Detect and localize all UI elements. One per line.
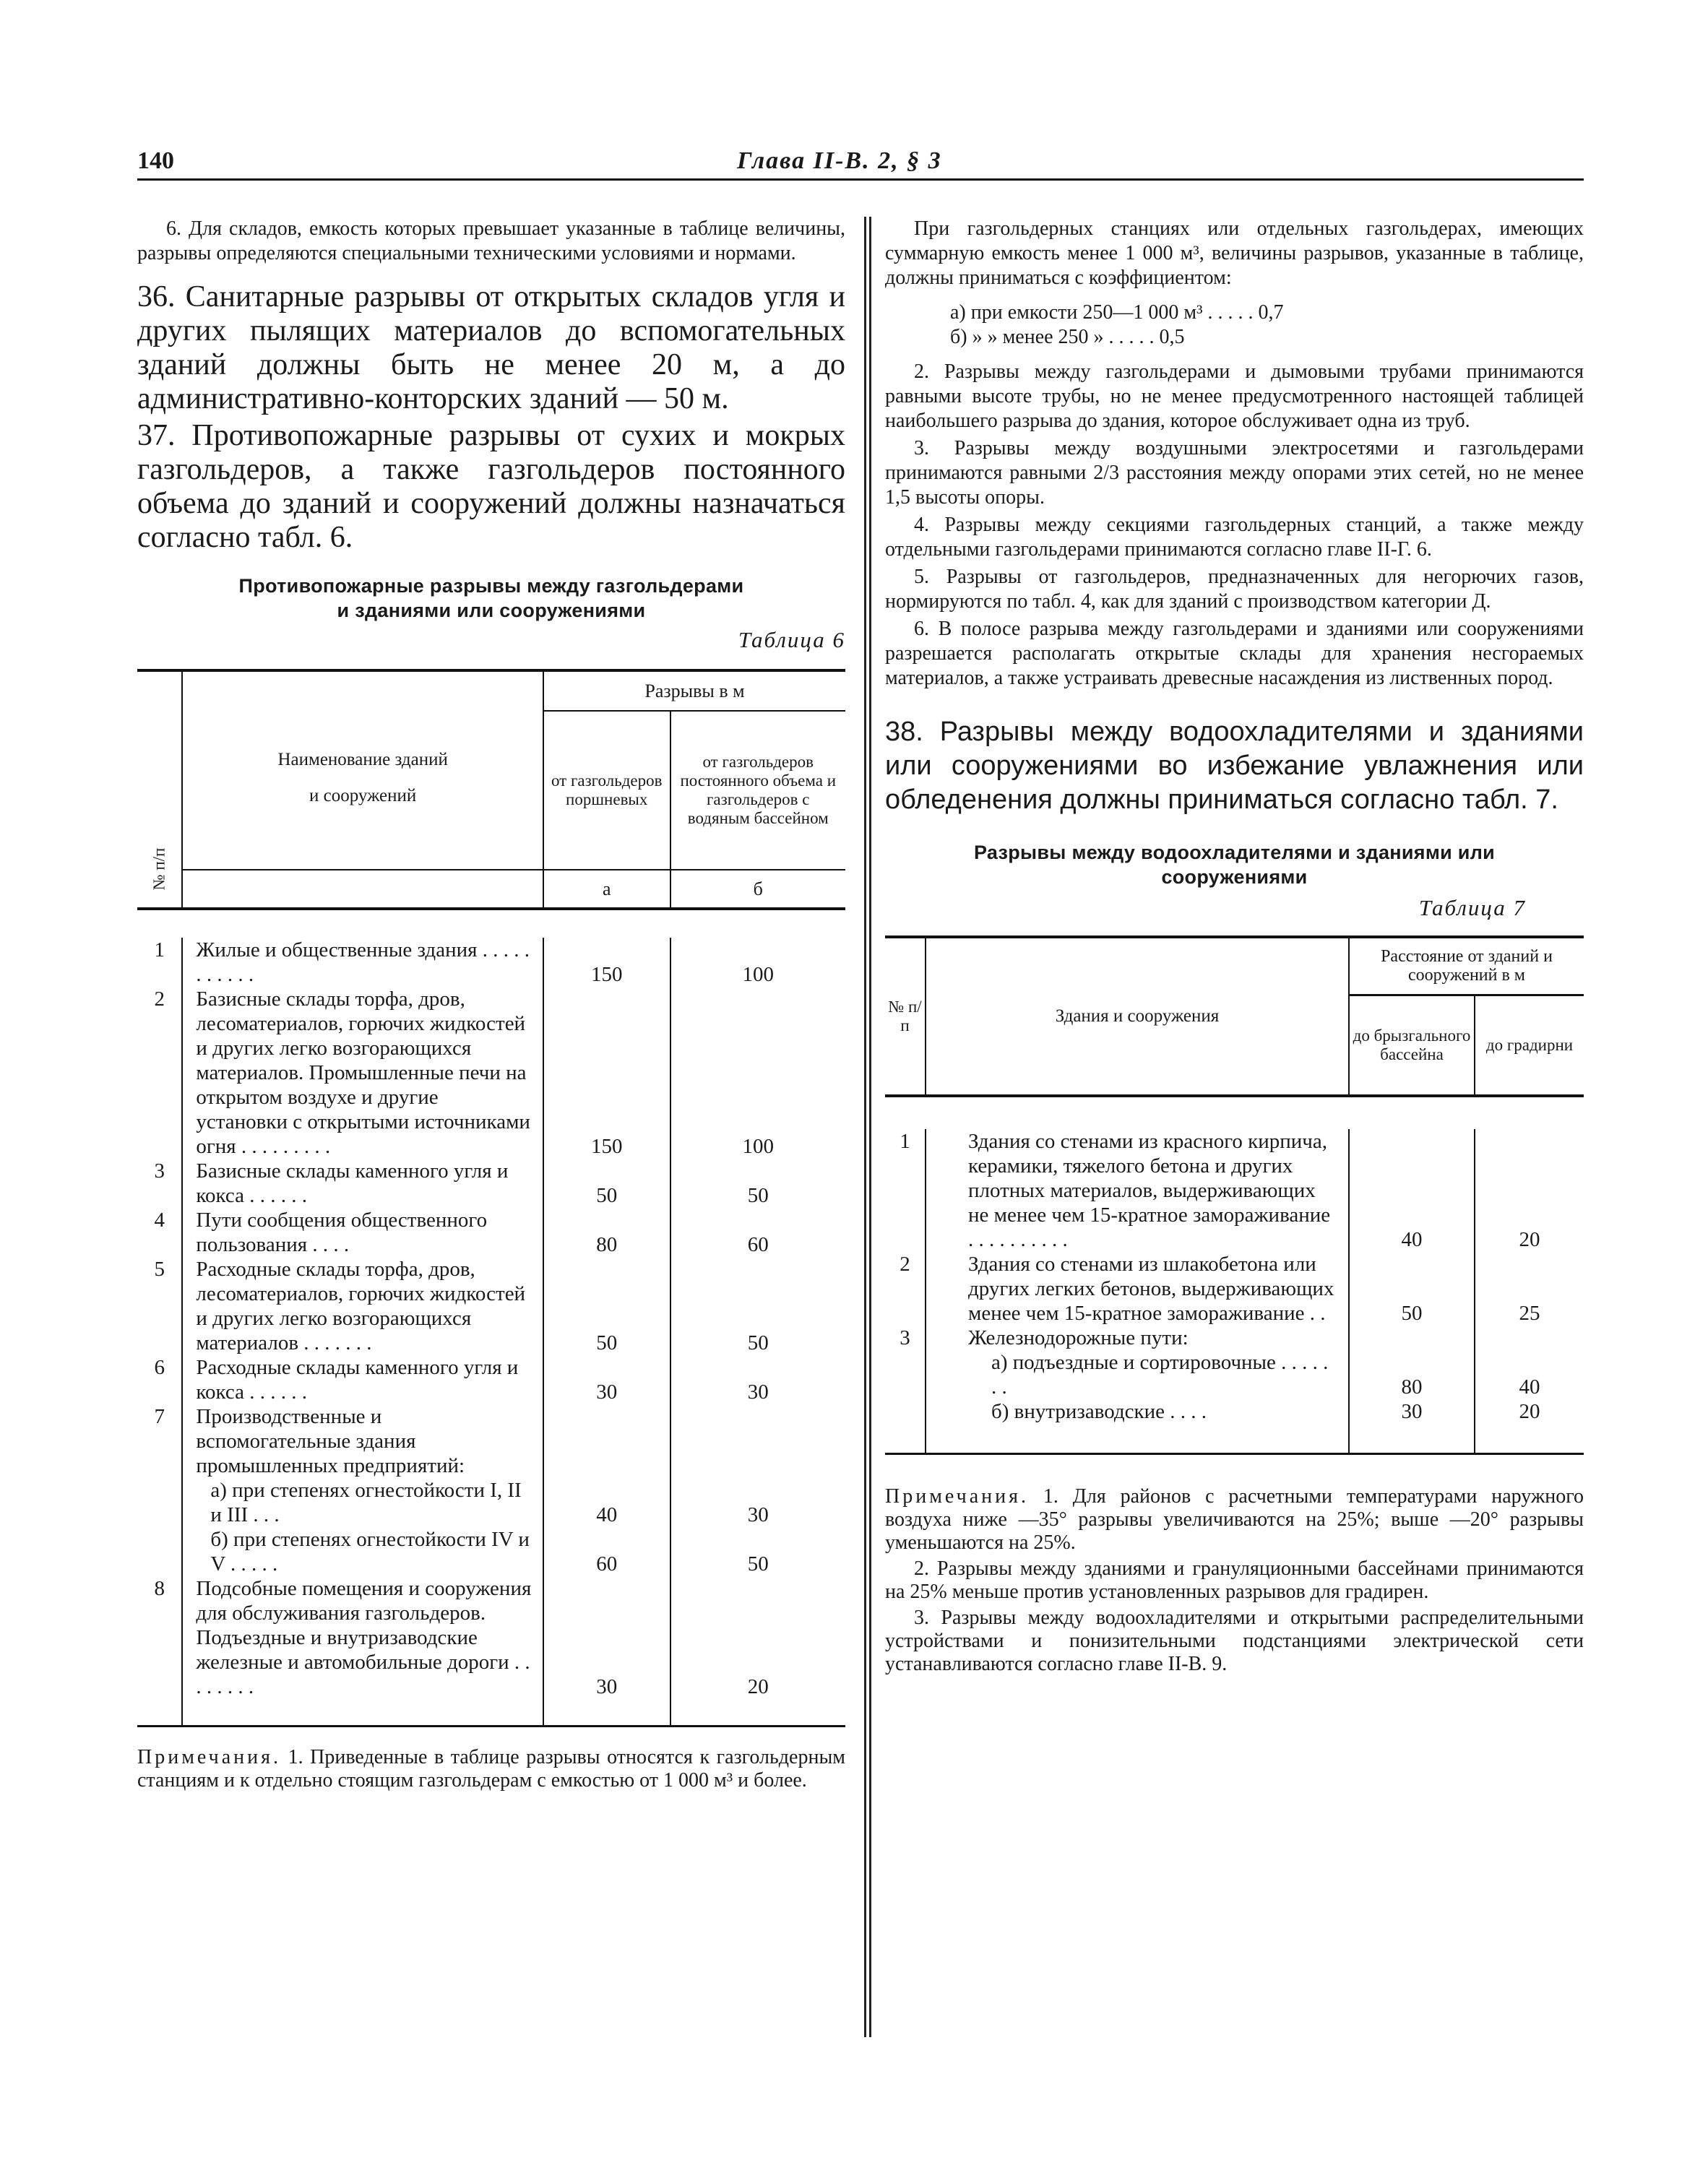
header-rule	[137, 178, 1584, 181]
t6-note-6: 6. В полосе разрыва между газгольдерами и зданиями или сооружениями разрешается располагать открытые склады для хранения несгораемых материалов, а также устраивать древесные насаждения из лиственных пород.	[885, 618, 1584, 689]
t6-note-4: 4. Разрывы между секциями газгольдерных станций, а также между отдельными газгольдерами принимаются согласно главе II-Г. 6.	[885, 514, 1584, 561]
table6-caption	[137, 574, 845, 623]
t6-header-num: № п/п	[137, 670, 182, 909]
t6-header-b: от газгольдеров постоянного объема и газгольдеров с водяным бассейном	[680, 753, 837, 827]
t6-note-2: 2. Разрывы между газгольдерами и дымовыми трубами принимаются равными высоте трубы, но не менее предусмотренного настоящей таблицей наибольшего разрыва до здания, которое обслуживает одна из труб.	[885, 360, 1584, 432]
t6-header-a: от газгольдеров поршневых	[543, 711, 670, 870]
t6-row: 3 Базисные склады каменного угля и кокса . . . . . . 50 50	[137, 1159, 845, 1208]
table7-note-2: 2. Разрывы между зданиями и грануляционными бассейнами принимаются на 25% меньше против установленных разрывов для градирен.	[885, 1557, 1584, 1603]
paragraph-37: 37. Противопожарные разрывы от сухих и мокрых газгольдеров, а также газгольдеров постоянного объема до зданий и сооружений должны назначаться согласно табл. 6.	[137, 419, 845, 554]
table7-caption	[885, 840, 1584, 889]
column-divider	[864, 217, 871, 2037]
table7-note-3: 3. Разрывы между водоохладителями и открытыми распределительными устройствами и понизительными подстанциями электрической сети устанавливаются согласно главе II-В. 9.	[885, 1607, 1584, 1675]
t6-note-1-cont: При газгольдерных станциях или отдельных газгольдерах, имеющих суммарную емкость менее 1 000 м³, величины разрывов, указанные в таблице, должны приниматься с коэффициентом:	[885, 217, 1584, 289]
running-head: Глава II-В. 2, § 3	[737, 147, 942, 174]
t6-row: 5 Расходные склады торфа, дров, лесоматериалов, горючих жидкостей и других легко возгорающихся материалов . . . . . . . 50 50	[137, 1257, 845, 1355]
paragraph-6: 6. Для складов, емкость которых превышает указанные в таблице величины, разрывы определяются специальными техническими условиями и нормами.	[137, 217, 845, 264]
t6-row: 1 Жилые и общественные здания . . . . . . . . . . . 150 100	[137, 938, 845, 987]
table6-caption-line-2: и зданиями или сооружениями	[337, 600, 646, 621]
t6-header-group: Разрывы в м	[543, 670, 845, 711]
paragraph-38: 38. Разрывы между водоохладителями и зданиями или сооружениями во избежание увлажнения или обледенения должны приниматься согласно табл. 7.	[885, 717, 1584, 815]
t6-note-3: 3. Разрывы между воздушными электросетями и газгольдерами принимаются равными 2/3 расстояния между опорами этих сетей, но не менее 1,5 высоты опоры.	[885, 437, 1584, 509]
coefficient-b: б) » » менее 250 » . . . . . 0,5	[950, 326, 1185, 348]
table7-label: Таблица 7	[1418, 895, 1526, 920]
t6-header-name: Наименование зданий и сооружений	[182, 670, 543, 870]
t6-row: а) при степенях огнестойкости I, II и III . . . 40 30	[137, 1478, 845, 1527]
right-column	[885, 217, 1584, 1676]
t7-header-name: Здания и сооружения	[926, 937, 1349, 1096]
page-header	[137, 147, 1582, 176]
t6-row: 6 Расходные склады каменного угля и кокса . . . . . . 30 30	[137, 1355, 845, 1404]
t7-row: 1 Здания со стенами из красного кирпича, керамики, тяжелого бетона и других плотных материалов, выдерживающих не менее чем 15-кратное замораживание . . . . . . . . . . 40 20	[885, 1129, 1584, 1252]
table6-note-1: Примечания. 1. Приведенные в таблице разрывы относятся к газгольдерным станциям и к отдельно стоящим газгольдерам с емкостью от 1 000 м³ и более.	[137, 1746, 845, 1792]
table7-notes-heading: Примечания.	[885, 1485, 1030, 1508]
t6-row: 2 Базисные склады торфа, дров, лесоматериалов, горючих жидкостей и других легко возгорающихся материалов. Промышленные печи на открытом воздухе и другие установки с открытыми источниками огня . . . . . . . . . 150 100	[137, 987, 845, 1159]
coefficient-a: а) при емкости 250—1 000 м³ . . . . . 0,7	[950, 301, 1284, 324]
t7-header-num: № п/п	[885, 937, 926, 1096]
table7-caption-line-2: сооружениями	[1161, 866, 1308, 888]
t6-row: б) при степенях огнестойкости IV и V . . . . . 60 50	[137, 1527, 845, 1576]
t7-header-a: до брызгального бассейна	[1349, 995, 1475, 1096]
t7-header-group: Расстояние от зданий и сооружений в м	[1349, 937, 1584, 995]
table7-note-1: Примечания. 1. Для районов с расчетными температурами наружного воздуха ниже —35° разрывы увеличиваются на 25%; выше —20° разрывы уменьшаются на 25%.	[885, 1485, 1584, 1554]
table-7	[885, 935, 1584, 1455]
table6-label: Таблица 6	[738, 627, 845, 652]
t7-row: 3 Железнодорожные пути:	[885, 1326, 1584, 1350]
t6-row: 8 Подсобные помещения и сооружения для обслуживания газгольдеров. Подъездные и внутризаводские железные и автомобильные дороги . . . . . . . . 30 20	[137, 1576, 845, 1699]
t7-row: б) внутризаводские . . . . 30 20	[885, 1399, 1584, 1424]
t7-header-b: до градирни	[1485, 1035, 1574, 1054]
t6-row: 7 Производственные и вспомогательные здания промышленных предприятий:	[137, 1404, 845, 1478]
table6-caption-line-1: Противопожарные разрывы между газгольдерами	[238, 575, 744, 597]
table-6	[137, 669, 845, 1727]
left-column	[137, 217, 845, 1792]
t6-row: 4 Пути сообщения общественного пользования . . . . 80 60	[137, 1208, 845, 1257]
t7-row: 2 Здания со стенами из шлакобетона или других легких бетонов, выдерживающих менее чем 15-кратное замораживание . . 50 25	[885, 1252, 1584, 1326]
page-number: 140	[137, 147, 174, 174]
t6-note-5: 5. Разрывы от газгольдеров, предназначенных для негорючих газов, нормируются по табл. 4, как для зданий с производством категории Д.	[885, 566, 1584, 613]
table7-caption-line-1: Разрывы между водоохладителями и зданиями или	[973, 842, 1496, 863]
notes-heading: Примечания.	[137, 1746, 282, 1768]
t7-row: а) подъездные и сортировочные . . . . . . . 80 40	[885, 1350, 1584, 1399]
t6-letter-b: б	[753, 878, 763, 899]
paragraph-36: 36. Санитарные разрывы от открытых складов угля и других пылящих материалов до вспомогательных зданий должны быть не менее 20 м, а до административно-конторских зданий — 50 м.	[137, 280, 845, 415]
t6-letter-a: а	[543, 870, 670, 909]
